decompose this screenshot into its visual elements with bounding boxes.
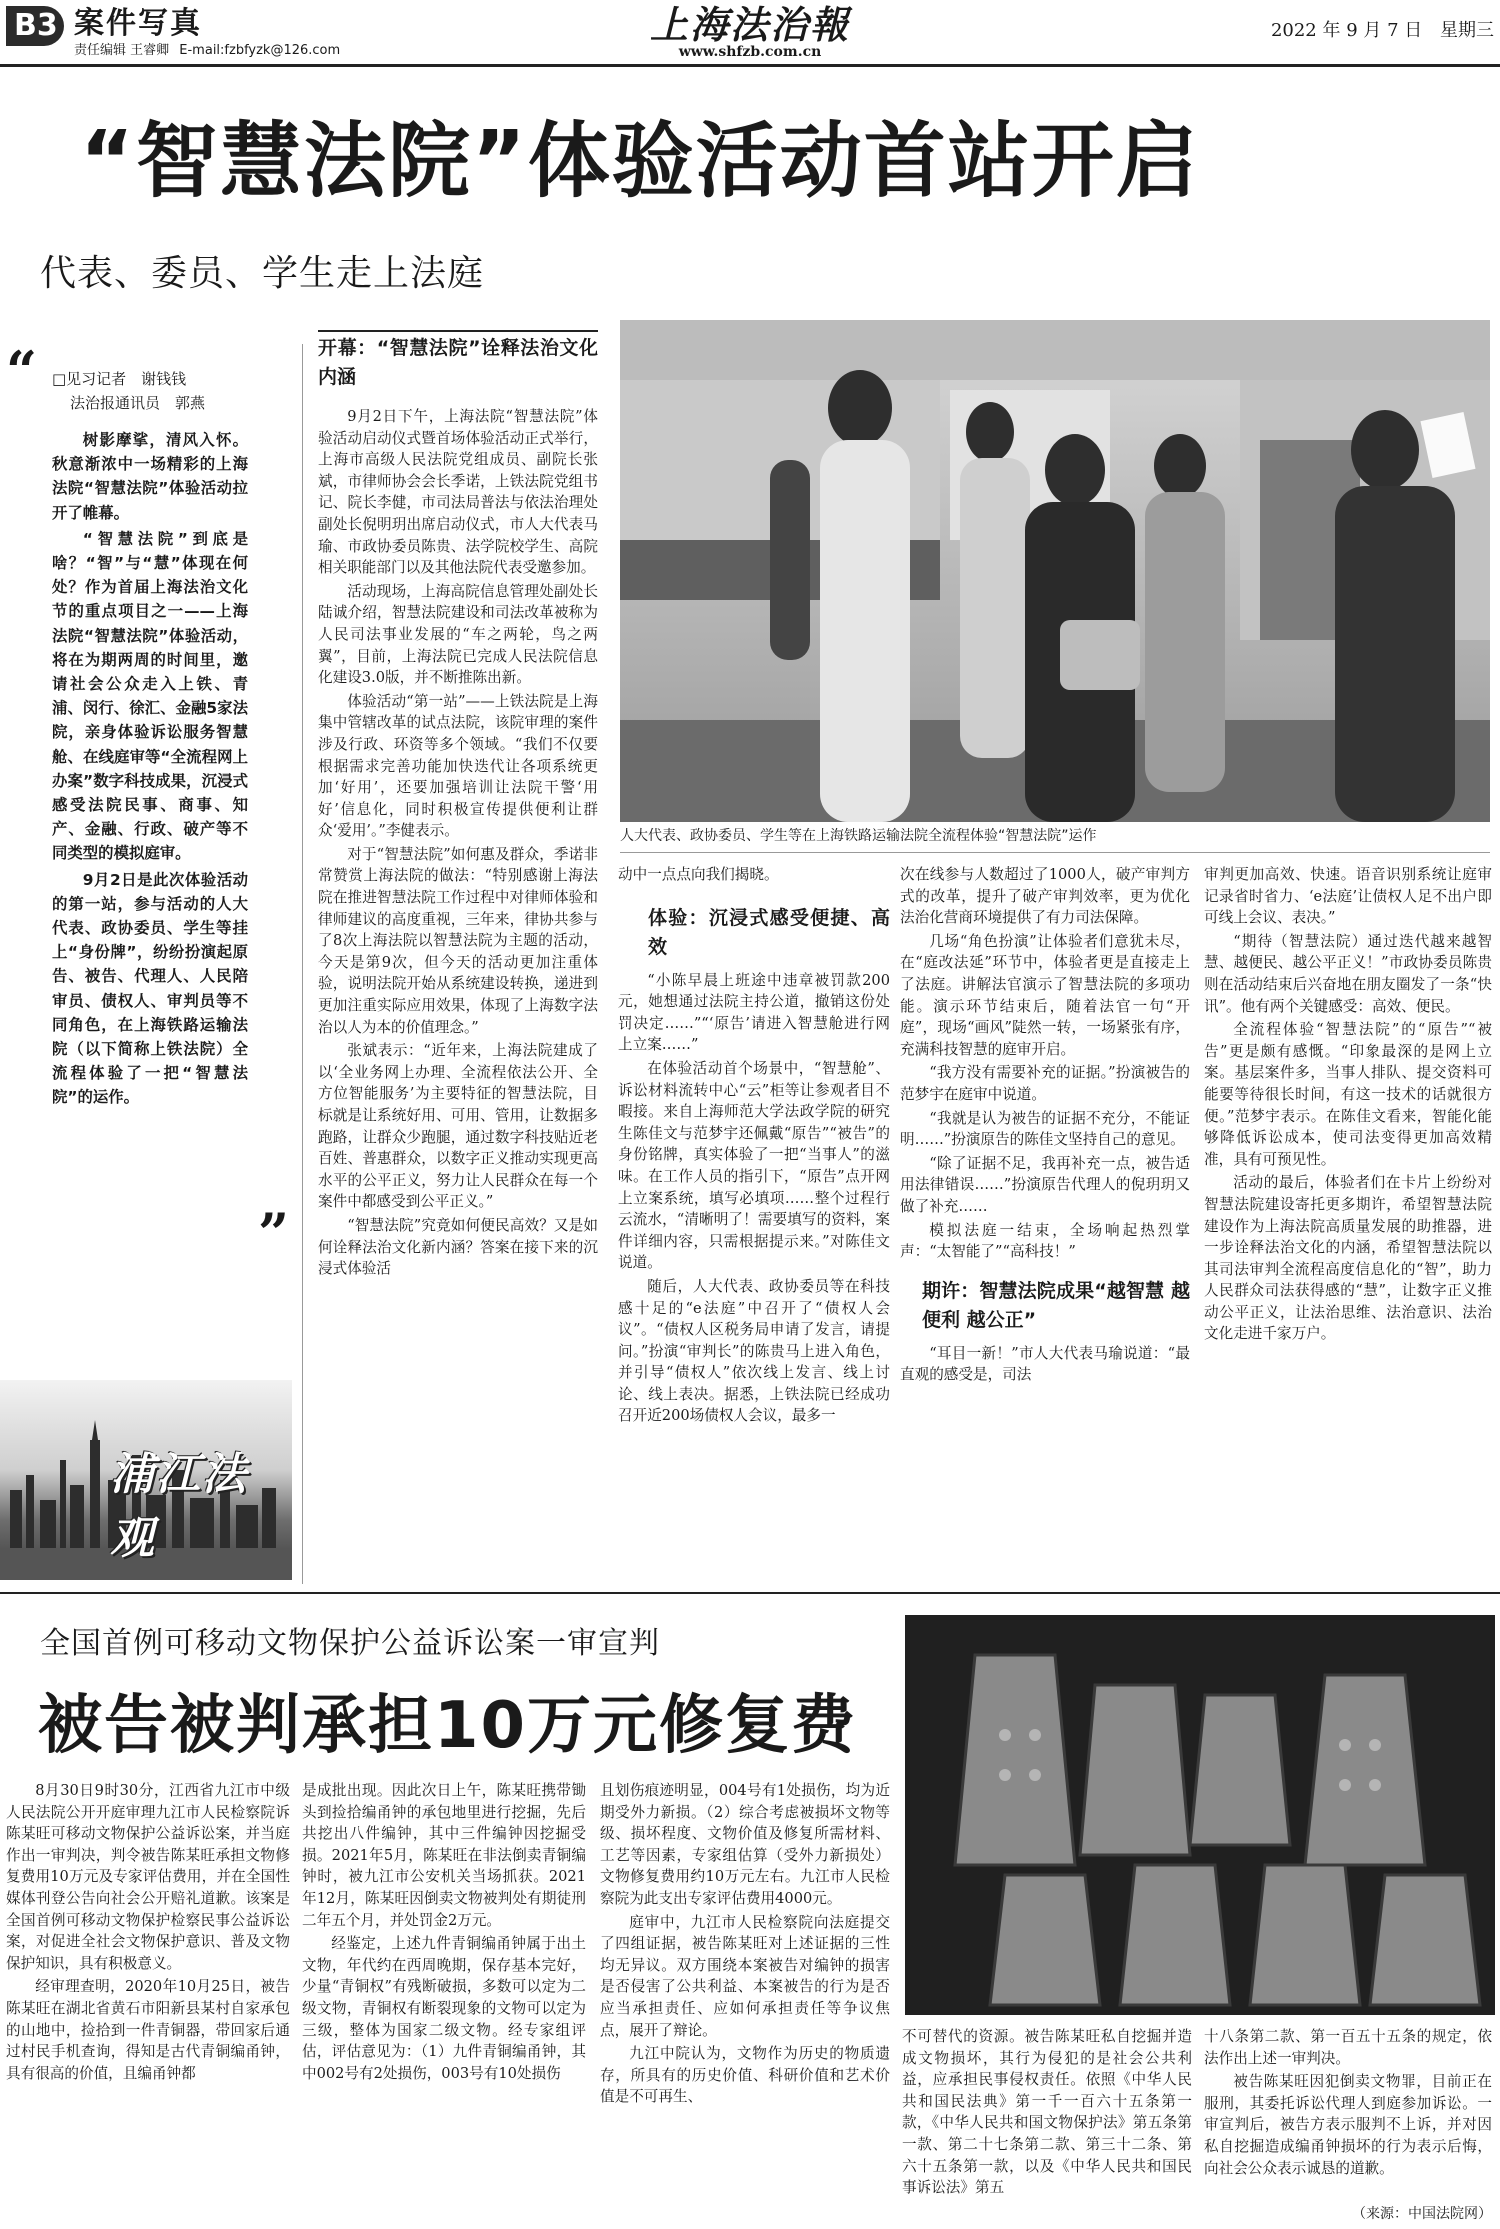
story1-subheadline: 代表、委员、学生走上法庭 — [40, 253, 485, 294]
editor: 责任编辑 王睿卿 — [74, 43, 170, 58]
story2-source: （来源：中国法院网） — [1352, 2206, 1492, 2222]
story1-col3 — [618, 864, 890, 1584]
body-paragraph: “期待（智慧法院）通过迭代越来越智慧、越便民、越公平正义！”市政协委员陈贵则在活动结束后兴奋地在朋友圈发了一条“快讯”。他有两个关键感受：高效、便民。 — [1204, 932, 1492, 1015]
story2-headline: 被告被判承担10万元修复费 — [38, 1689, 858, 1763]
section-code: B3 — [14, 8, 58, 43]
story2-kicker: 全国首例可移动文物保护公益诉讼案一审宣判 — [40, 1626, 660, 1661]
byline-reporter: □见习记者 谢钱钱 — [52, 370, 187, 388]
masthead-rule — [0, 64, 1500, 67]
story2-col2 — [302, 1780, 586, 2224]
body-paragraph: 审判更加高效、快速。语音识别系统让庭审记录省时省力、‘e法庭’让债权人足不出户即可线上会议、表决。” — [1204, 866, 1492, 927]
story2-col3 — [600, 1780, 890, 2224]
body-paragraph: 几场“角色扮演”让体验者们意犹未尽，在“庭改法延”环节中，体验者更是直接走上了法庭。讲解法官演示了智慧法院的多项功能。演示环节结束后，随着法官一句“开庭”，现场“画风”陡然一转，一场紧张有序，充满科技智慧的庭审开启。 — [900, 932, 1190, 1058]
story1-col-rule — [302, 344, 303, 1584]
body-paragraph: “智慧法院”究竟如何便民高效？又是如何诠释法治文化新内涵？答案在接下来的沉浸式体验活 — [318, 1216, 598, 1278]
section1-title: 开幕：“智慧法院”诠释法治文化内涵 — [318, 330, 598, 392]
body-paragraph: 活动的最后，体验者们在卡片上纷纷对智慧法院建设寄托更多期许，希望智慧法院建设作为上海法院高质量发展的助推器，进一步诠释法治文化的内涵，希望智慧法院以其司法审判全流程高度信息化的“智”，助力人民群众司法获得感的“慧”，让数字正义推动公平正义，让法治思维、法治意识、法治文化走进千家万户。 — [1204, 1174, 1492, 1343]
issue-date — [1271, 20, 1494, 42]
close-quote-mark: ” — [258, 1201, 290, 1265]
editor-line — [74, 42, 340, 60]
lead-paragraph: “智慧法院”到底是啥？“智”与“慧”体现在何处？作为首届上海法治文化节的重点项目之一——上海法院“智慧法院”体验活动，将在为期两周的时间里，邀请社会公众走入上铁、青浦、闵行、徐汇、金融5家法院，亲身体验诉讼服务智慧舱、在线庭审等“全流程网上办案”数字科技成果，沉浸式感受法院民事、商事、知产、金融、行政、破产等不同类型的模拟庭审。 — [52, 529, 248, 863]
paper-name: 上海法治報 — [649, 2, 850, 47]
body-paragraph: 活动现场，上海高院信息管理处副处长陆诚介绍，智慧法院建设和司法改革被称为人民司法事业发展的“车之两轮，鸟之两翼”，目前，上海法院已完成人民法院信息化建设3.0版，并不断推陈出新。 — [318, 582, 598, 687]
body-paragraph: 全流程体验“智慧法院”的“原告”“被告”更是颇有感慨。“印象最深的是网上立案。基层案件多，当事人排队、提交资料可能要等待很长时间，有这一技术的话就很方便。”范梦宇表示。在陈佳文看来，智能化能够降低诉讼成本，使司法变得更加高效精准，具有可预见性。 — [1204, 1021, 1492, 1168]
story1-headline: “智慧法院”体验活动首站开启 — [80, 114, 1200, 209]
story-divider — [0, 1592, 1500, 1594]
open-quote-mark: “ — [6, 339, 38, 403]
story1-col4 — [900, 864, 1190, 1584]
body-paragraph: 庭审中，九江市人民检察院向法庭提交了四组证据，被告陈某旺对上述证据的三性均无异议。双方围绕本案被告对编钟的损害是否侵害了公共利益、本案被告的行为是否应当承担责任、应如何承担责任等争议焦点，展开了辩论。 — [600, 1913, 890, 2039]
body-paragraph: 对于“智慧法院”如何惠及群众，季诺非常赞赏上海法院的做法：“特别感谢上海法院在推进智慧法院工作过程中对律师体验和律师建议的高度重视，三年来，律协共参与了8次上海法院以智慧法院为主题的活动，今天是第9次，但今天的活动更加注重体验，说明法院开始从系统建设转换，递进到更加注重实际应用效果，体现了上海数字法治以人为本的价值理念。” — [318, 845, 598, 1036]
body-paragraph: 不可替代的资源。被告陈某旺私自挖掘并造成文物损坏，其行为侵犯的是社会公共利益，应承担民事侵权责任。依照《中华人民共和国民法典》第一千一百六十五条第一款，《中华人民共和国文物保护法》第五条第一款、第二十七条第二款、第三十二条、第六十五条第一款，以及《中华人民共和国民事诉讼法》第五 — [902, 2028, 1192, 2197]
section2-title: 体验：沉浸式感受便捷、高效 — [648, 906, 890, 958]
bronze-bells-photo — [905, 1615, 1495, 2015]
body-paragraph: 随后，人大代表、政协委员等在科技感十足的“e法庭”中召开了“债权人会议”。“债权人区税务局申请了发言，请提问。”扮演“审判长”的陈贵马上进入角色，并引导“债权人”依次线上发言、线上讨论、线上表决。据悉，上铁法院已经成功召开近200场债权人会议，最多一 — [618, 1277, 890, 1425]
body-paragraph: 被告陈某旺因犯倒卖文物罪，目前正在服刑，其委托诉讼代理人到庭参加诉讼。一审宣判后，被告方表示服判不上诉，并对因私自挖掘造成编甬钟损坏的行为表示后悔，向社会公众表示诚恳的道歉。 — [1204, 2073, 1492, 2177]
story2-col1 — [6, 1780, 290, 2224]
body-paragraph: 在体验活动首个场景中，“智慧舱”、诉讼材料流转中心“云”柜等让参观者目不暇接。来自上海师范大学法政学院的研究生陈佳文与范梦宇还佩戴“原告”“被告”的身份铭牌，真实体验了一把“当事人”的滋味。在工作人员的指引下，“原告”点开网上立案系统，填写必填项……整个过程行云流水，“清晰明了！需要填写的资料，案件详细内容，只需根据提示来。”对陈佳文说道。 — [618, 1059, 890, 1272]
lead-paragraph: 9月2日是此次体验活动的第一站，参与活动的人大代表、政协委员、学生等挂上“身份牌”，纷纷扮演起原告、被告、代理人、人民陪审员、债权人、审判员等不同角色，在上海铁路运输法院（以下简称上铁法院）全流程体验了一把“智慧法院”的运作。 — [52, 870, 248, 1107]
paper-url: www.shfzb.com.cn — [678, 44, 822, 60]
story1-lead — [52, 428, 248, 1228]
story1-col5 — [1204, 864, 1492, 1584]
lead-paragraph: 树影摩挲，清风入怀。秋意渐浓中一场精彩的上海法院“智慧法院”体验活动拉开了帷幕。 — [52, 431, 248, 522]
section3-title: 期许：智慧法院成果“越智慧 越便利 越公正” — [922, 1279, 1190, 1331]
body-paragraph: “耳目一新！”市人大代表马瑜说道：“最直观的感受是，司法 — [900, 1344, 1190, 1384]
column-logo-text: 浦江法观 — [110, 1449, 248, 1564]
body-paragraph: “我方没有需要补充的证据。”扮演被告的范梦宇在庭审中说道。 — [900, 1064, 1190, 1103]
section-badge — [6, 6, 64, 46]
section-name: 案件写真 — [74, 6, 202, 41]
body-paragraph: 体验活动“第一站”——上铁法院是上海集中管辖改革的试点法院，该院审理的案件涉及行政、环资等多个领域。“我们不仅要根据需求完善功能加快迭代让各项系统更加‘好用’，还要加强培训让法院干警‘用好’信息化，同时积极宣传提供便利让群众‘爱用’。”李健表示。 — [318, 692, 598, 840]
weekday: 星期三 — [1440, 20, 1494, 41]
body-paragraph: 模拟法庭一结束，全场响起热烈掌声：“太智能了”“高科技！” — [900, 1221, 1190, 1261]
body-paragraph: “除了证据不足，我再补充一点，被告适用法律错误……”扮演原告代理人的倪玥玥又做了补充…… — [900, 1154, 1190, 1215]
column-logo — [0, 1380, 292, 1580]
story2-col4 — [902, 2026, 1192, 2224]
body-paragraph: 张斌表示：“近年来，上海法院建成了以‘全业务网上办理、全流程依法公开、全方位智能服务’为主要特征的智慧法院，目标就是让系统好用、可用、管用，让数据多跑路，让群众少跑腿，通过数字科技贴近老百姓、普惠群众，以数字正义推动实现更高水平的公平正义，努力让人民群众在每一个案件中都感受到公平正义。” — [318, 1042, 598, 1211]
body-paragraph: 经审理查明，2020年10月25日，被告陈某旺在湖北省黄石市阳新县某村自家承包的山地中，捡拾到一件青铜器，带回家后通过村民手机查询，得知是古代青铜编甬钟，具有很高的价值，且编甬钟都 — [6, 1978, 290, 2082]
bronze-bells-photo-art — [905, 1615, 1495, 2015]
caption-rule — [620, 852, 1490, 853]
body-paragraph: 是成批出现。因此次日上午，陈某旺携带锄头到捡拾编甬钟的承包地里进行挖掘，先后共挖出八件编钟，其中三件编钟因挖掘受损。2021年5月，陈某旺在非法倒卖青铜编钟时，被九江市公安机关当场抓获。2021年12月，陈某旺因倒卖文物被判处有期徒刑二年五个月，并处罚金2万元。 — [302, 1782, 586, 1929]
body-paragraph: “小陈早晨上班途中违章被罚款200元，她想通过法院主持公道，撤销这份处罚决定……”“‘原告’请进入智慧舱进行网上立案……” — [618, 971, 890, 1054]
body-paragraph: 十八条第二款、第一百五十五条的规定，依法作出上述一审判决。 — [1204, 2028, 1492, 2067]
body-paragraph: 九江中院认为，文物作为历史的物质遗存，所具有的历史价值、科研价值和艺术价值是不可再生、 — [600, 2045, 890, 2106]
photo-caption: 人大代表、政协委员、学生等在上海铁路运输法院全流程体验“智慧法院”运作 — [620, 828, 1097, 844]
court-visit-photo-art — [620, 320, 1490, 822]
body-paragraph: 动中一点点向我们揭晓。 — [618, 866, 779, 883]
byline-correspondent: 法治报通讯员 郭燕 — [70, 394, 206, 412]
body-paragraph: “我就是认为被告的证据不充分，不能证明……”扮演原告的陈佳文坚持自己的意见。 — [900, 1109, 1190, 1149]
body-paragraph: 经鉴定，上述九件青铜编甬钟属于出土文物，年代约在西周晚期，保存基本完好，少量“青铜权”有残断破损，多数可以定为二级文物，青铜权有断裂现象的文物可以定为三级，整体为国家二级文物。经专家组评估，评估意见为：（1）九件青铜编甬钟，其中002号有2处损伤，003号有10处损伤 — [302, 1935, 586, 2082]
body-paragraph: 9月2日下午，上海法院“智慧法院”体验活动启动仪式暨首场体验活动正式举行，上海市高级人民法院党组成员、副院长张斌，市律师协会会长季诺，上铁法院党组书记、院长李健，市司法局普法与依法治理处副处长倪明玥出席启动仪式，市人大代表马瑜、市政协委员陈贵、法学院校学生、高院相关职能部门以及其他法院代表受邀参加。 — [318, 408, 598, 577]
byline — [52, 367, 205, 415]
story1-col2 — [318, 330, 598, 1590]
body-paragraph: 且划伤痕迹明显，004号有1处损伤，均为近期受外力新损。（2）综合考虑被损坏文物等级、损坏程度、文物价值及修复所需材料、工艺等因素，专家组估算（受外力新损处）文物修复费用约10万元左右。九江市人民检察院为此支出专家评估费用4000元。 — [600, 1782, 890, 1907]
court-visit-photo — [620, 320, 1490, 822]
body-paragraph: 8月30日9时30分，江西省九江市中级人民法院公开开庭审理九江市人民检察院诉陈某旺可移动文物保护公益诉讼案，并当庭作出一审判决，判令被告陈某旺承担文物修复费用10万元及专家评估费用，并在全国性媒体刊登公告向社会公开赔礼道歉。该案是全国首例可移动文物保护检察民事公益诉讼案，对促进全社会文物保护意识、普及文物保护知识，具有积极意义。 — [6, 1782, 290, 1972]
date: 2022 年 9 月 7 日 — [1270, 20, 1423, 41]
body-paragraph: 次在线参与人数超过了1000人，破产审判方式的改革，提升了破产审判效率，更为优化法治化营商环境提供了有力司法保障。 — [900, 866, 1190, 927]
story2-col5 — [1204, 2026, 1492, 2204]
editor-email: E-mail:fzbfyzk@126.com — [179, 43, 341, 58]
